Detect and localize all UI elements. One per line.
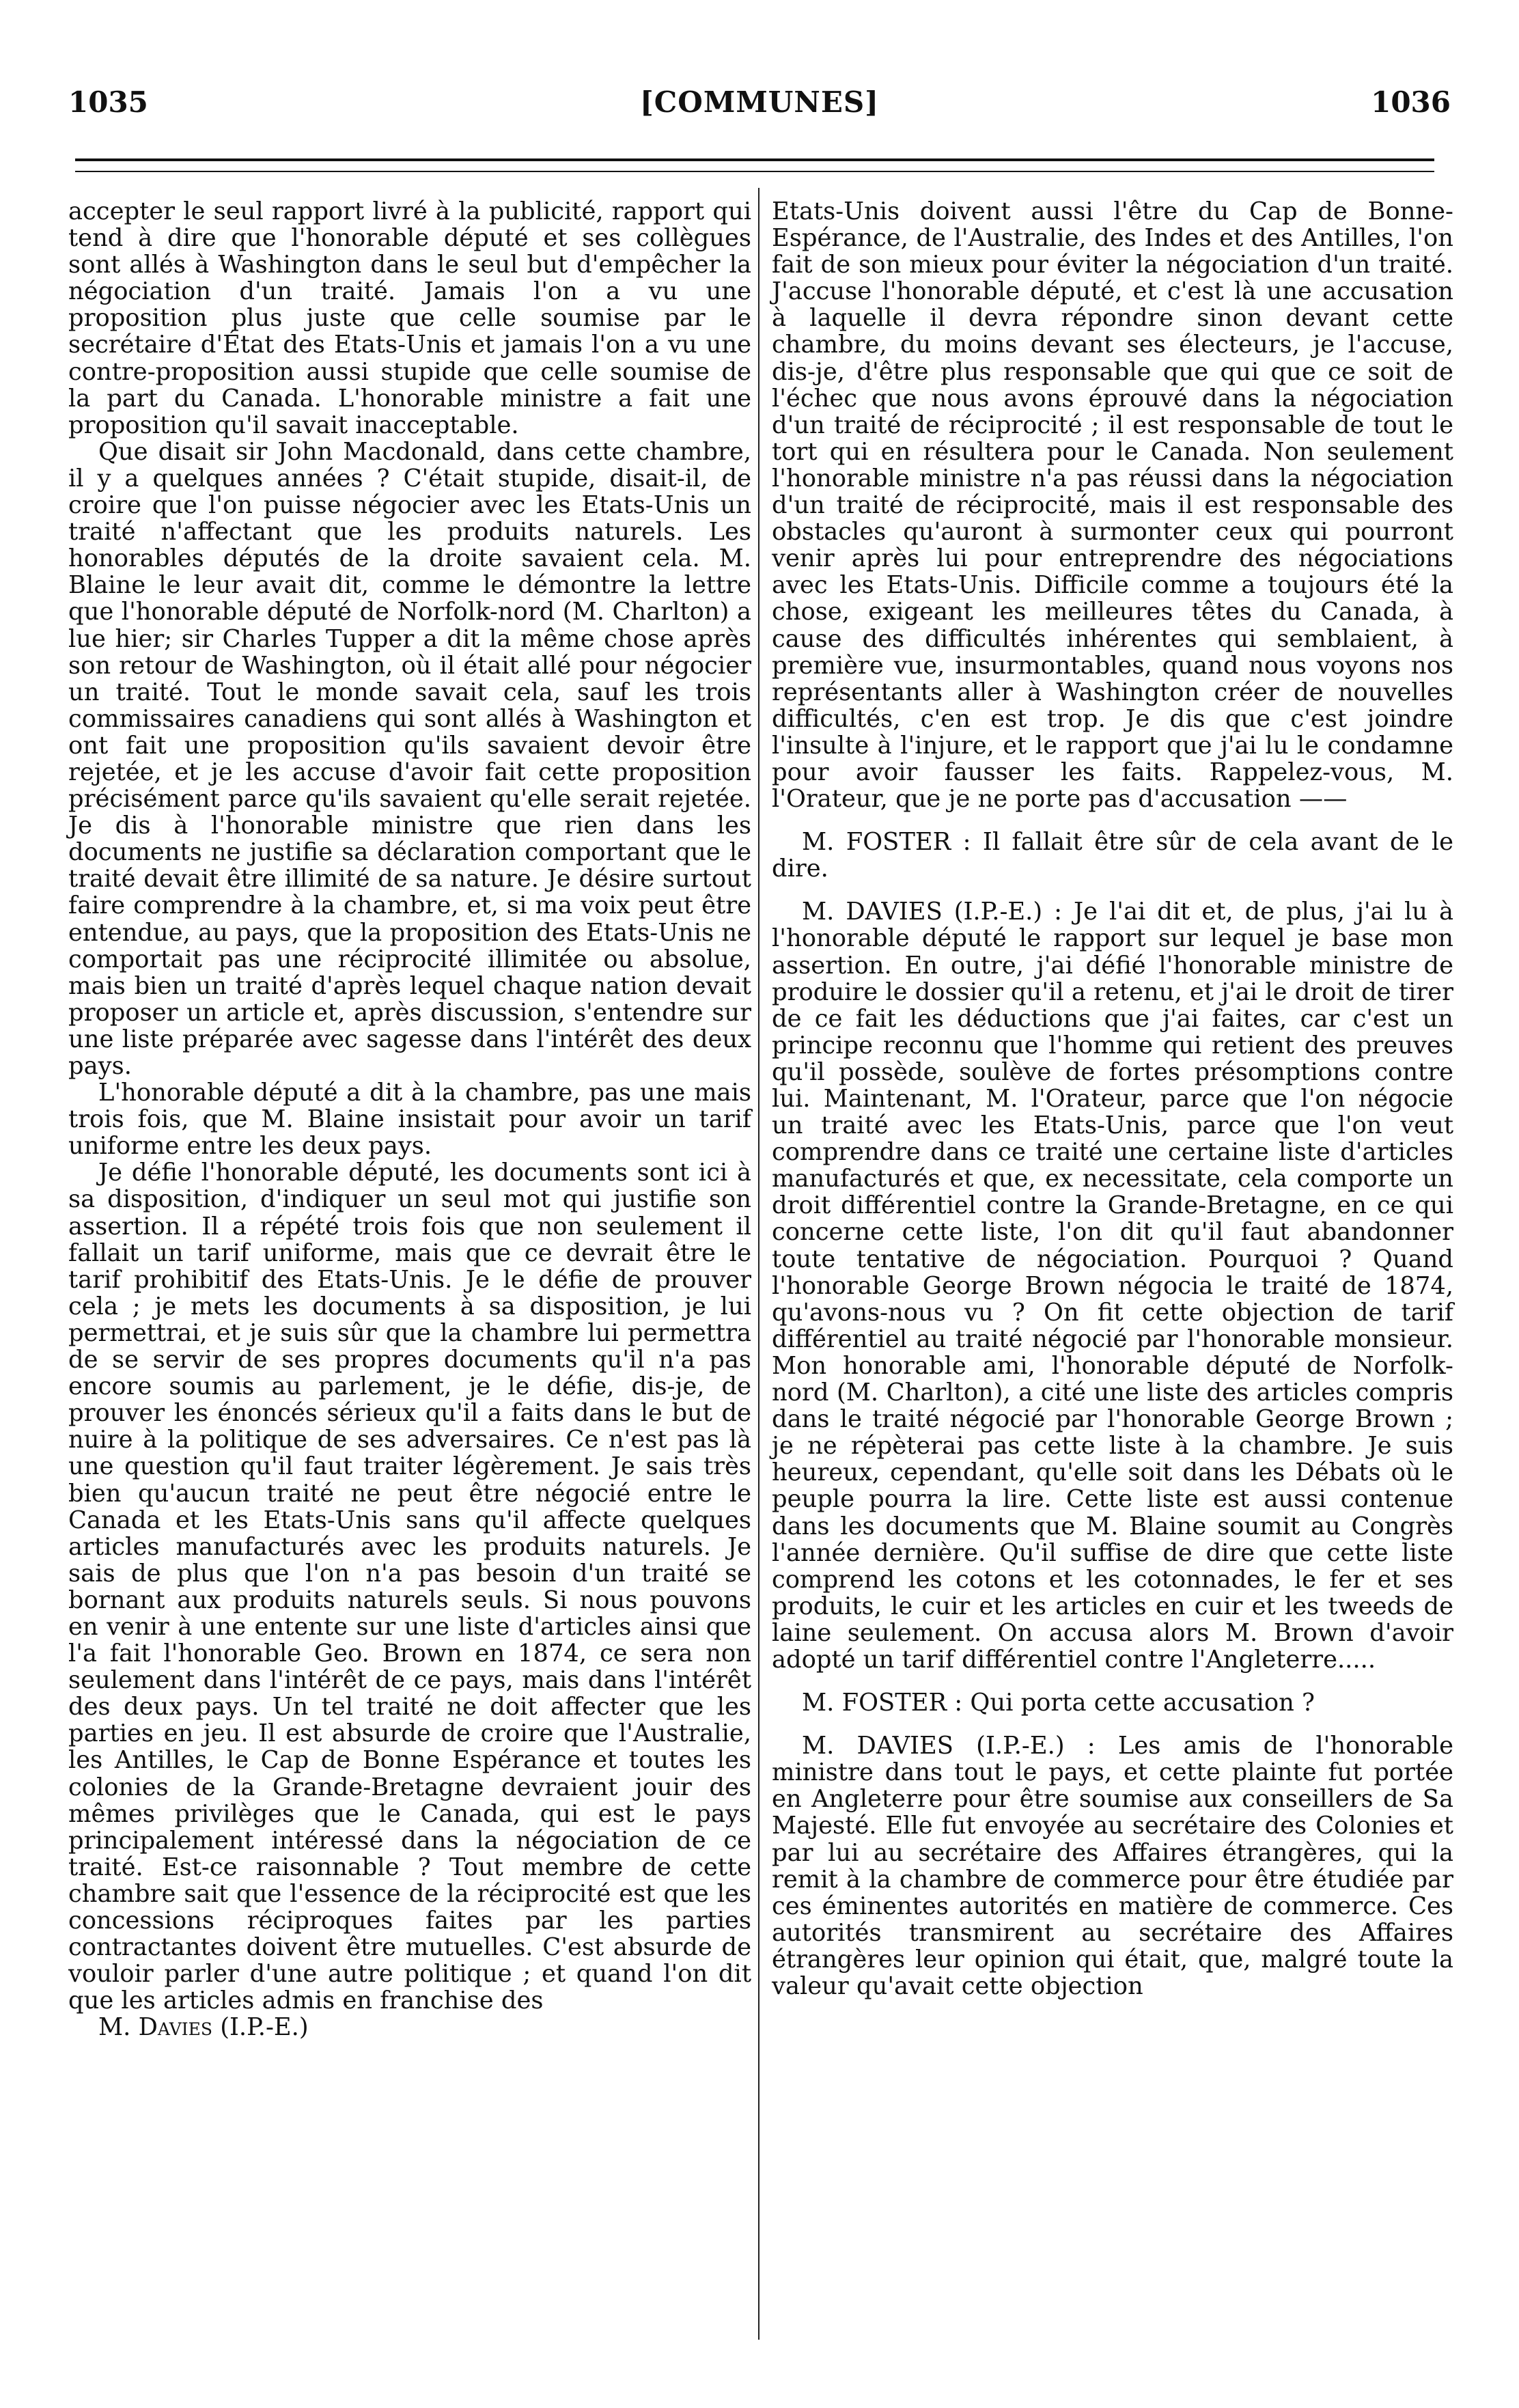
page-number-left: 1035: [68, 85, 148, 119]
left-paragraph-2: Que disait sir John Macdonald, dans cette chambre, il y a quelques années ? C'était stupide, disait-il, de croire que l'on puisse négocier avec les Etats-Unis un traité n'affectant que les produits naturels. Les honorables députés de la droite savaient cela. M. Blaine le leur avait dit, comme le démontre la lettre que l'honorable député de Norfolk-nord (M. Charlton) a lue hier; sir Charles Tupper a dit la même chose après son retour de Washington, où il était allé pour négocier un traité. Tout le monde savait cela, sauf les trois commissaires canadiens qui sont allés à Washington et ont fait une proposition qu'ils savaient devoir être rejetée, et je les accuse d'avoir fait cette proposition précisément parce qu'ils savaient qu'elle serait rejetée. Je dis à l'honorable ministre que rien dans les documents ne justifie sa déclaration comportant que le traité devait être illimité de sa nature. Je désire surtout faire comprendre à la chambre, et, si ma voix peut être entendue, au pays, que la proposition des Etats-Unis ne comportait pas une réciprocité illimitée ou absolue, mais bien un traité d'après lequel chaque nation devait proposer un article et, après discussion, s'entendre sur une liste préparée avec sagesse dans l'intérêt des deux pays.: [68, 437, 751, 1080]
page-header: [68, 85, 1451, 126]
running-title: [COMMUNES]: [639, 85, 880, 119]
column-separator: [758, 188, 760, 2340]
header-rule-thin: [75, 171, 1434, 172]
left-paragraph-1: accepter le seul rapport livré à la publicité, rapport qui tend à dire que l'honorable député et ses collègues sont allés à Washington dans le seul but d'empêcher la négociation d'un traité. Jamais l'on a vu une proposition plus juste que celle soumise par le secrétaire d'État des Etats-Unis et jamais l'on a vu une contre-proposition aussi stupide que celle soumise de la part du Canada. L'honorable ministre a fait une proposition qu'il savait inacceptable.: [68, 197, 751, 439]
left-paragraph-4: Je défie l'honorable député, les documents sont ici à sa disposition, d'indiquer un seul mot qui justifie son assertion. Il a répété trois fois que non seulement il fallait un tarif uniforme, mais que ce devrait être le tarif prohibitif des Etats-Unis. Je le défie de prouver cela ; je mets les documents à sa disposition, je lui permettrai, et je suis sûr que la chambre lui permettra de se servir de ses propres documents qu'il n'a pas encore soumis au parlement, je le défie, dis-je, de prouver les énoncés sérieux qu'il a faits dans le but de nuire à la politique de ses adversaires. Ce n'est pas là une question qu'il faut traiter légèrement. Je sais très bien qu'aucun traité ne peut être négocié entre le Canada et les Etats-Unis sans qu'il affecte quelques articles manufacturés avec les produits naturels. Je sais de plus que l'on n'a pas besoin d'un traité se bornant aux produits naturels seuls. Si nous pouvons en venir à une entente sur une liste d'articles ainsi que l'a fait l'honorable Geo. Brown en 1874, ce sera non seulement dans l'intérêt de ce pays, mais dans l'intérêt des deux pays. Un tel traité ne doit affecter que les parties en jeu. Il est absurde de croire que l'Australie, les Antilles, le Cap de Bonne Espérance et toutes les colonies de la Grande-Bretagne devraient jouir des mêmes privilèges que le Canada, qui est le pays principalement intéressé dans la négociation de ce traité. Est-ce raisonnable ? Tout membre de cette chambre sait que l'essence de la réciprocité est que les concessions réciproques faites par les parties contractantes doivent être mutuelles. C'est absurde de vouloir parler d'une autre politique ; et quand l'on dit que les articles admis en franchise des: [68, 1159, 751, 2015]
column-footer-speaker: M. Davies (I.P.-E.): [98, 2013, 309, 2042]
right-paragraph-2: M. FOSTER : Il fallait être sûr de cela avant de le dire.: [772, 828, 1453, 883]
right-paragraph-4: M. FOSTER : Qui porta cette accusation ?: [802, 1689, 1315, 1717]
right-column: [772, 198, 1453, 1999]
page-number-right: 1036: [1371, 85, 1451, 119]
right-paragraph-5: M. DAVIES (I.P.-E.) : Les amis de l'honorable ministre dans tout le pays, et cette plainte fut portée en Angleterre pour être soumise aux conseillers de Sa Majesté. Elle fut envoyée au secrétaire des Colonies et par lui au secrétaire des Affaires étrangères, qui la remit à la chambre de commerce pour être étudiée par ces éminentes autorités en matière de commerce. Ces autorités transmirent au secrétaire des Affaires étrangères leur opinion qui était, que, malgré toute la valeur qu'avait cette objection: [772, 1732, 1453, 2000]
right-paragraph-1: Etats-Unis doivent aussi l'être du Cap de Bonne-Espérance, de l'Australie, des Indes et des Antilles, l'on fait de son mieux pour éviter la négociation d'un traité. J'accuse l'honorable député, et c'est là une accusation à laquelle il devra répondre sinon devant cette chambre, du moins devant ses électeurs, je l'accuse, dis-je, d'être plus responsable que qui que ce soit de l'échec que nous avons éprouvé dans la négociation d'un traité de réciprocité ; il est responsable de tout le tort qui en résultera pour le Canada. Non seulement l'honorable ministre n'a pas réussi dans la négociation d'un traité de réciprocité, mais il est responsable des obstacles qu'auront à surmonter ceux qui pourront venir après lui pour entreprendre des négociations avec les Etats-Unis. Difficile comme a toujours été la chose, exigeant les meilleures têtes du Canada, à cause des difficultés inhérentes qui semblaient, à première vue, insurmontables, quand nous voyons nos représentants aller à Washington créer de nouvelles difficultés, c'en est trop. Je dis que c'est joindre l'insulte à l'injure, et le rapport que j'ai lu le condamne pour avoir fausser les faits. Rappelez-vous, M. l'Orateur, que je ne porte pas d'accusation ——: [772, 197, 1453, 814]
left-column: [68, 198, 751, 2040]
left-paragraph-3: L'honorable député a dit à la chambre, pas une mais trois fois, que M. Blaine insistait pour avoir un tarif uniforme entre les deux pays.: [68, 1079, 751, 1161]
right-paragraph-3: M. DAVIES (I.P.-E.) : Je l'ai dit et, de plus, j'ai lu à l'honorable député le rapport sur lequel je base mon assertion. En outre, j'ai défié l'honorable ministre de produire le dossier qu'il a retenu, et j'ai le droit de tirer de ce fait les déductions que j'ai faites, car c'est un principe reconnu que l'homme qui retient des preuves qu'il possède, soulève de fortes présomptions contre lui. Maintenant, M. l'Orateur, parce que l'on négocie un traité avec les Etats-Unis, parce que l'on veut comprendre dans ce traité une certaine liste d'articles manufacturés et que, ex necessitate, cela comporte un droit différentiel contre la Grande-Bretagne, en ce qui concerne cette liste, l'on dit qu'il faut abandonner toute tentative de négociation. Pourquoi ? Quand l'honorable George Brown négocia le traité de 1874, qu'avons-nous vu ? On fit cette objection de tarif différentiel au traité négocié par l'honorable monsieur. Mon honorable ami, l'honorable député de Norfolk-nord (M. Charlton), a cité une liste des articles compris dans le traité négocié par l'honorable George Brown ; je ne répèterai pas cette liste à la chambre. Je suis heureux, cependant, qu'elle soit dans les Débats où le peuple pourra la lire. Cette liste est aussi contenue dans les documents que M. Blaine soumit au Congrès l'année dernière. Qu'il suffise de dire que cette liste comprend les cotons et les cotonnades, le fer et ses produits, le cuir et les articles en cuir et les tweeds de laine seulement. On accusa alors M. Brown d'avoir adopté un tarif différentiel contre l'Angleterre.....: [772, 898, 1453, 1674]
header-rule-thick: [75, 158, 1434, 161]
